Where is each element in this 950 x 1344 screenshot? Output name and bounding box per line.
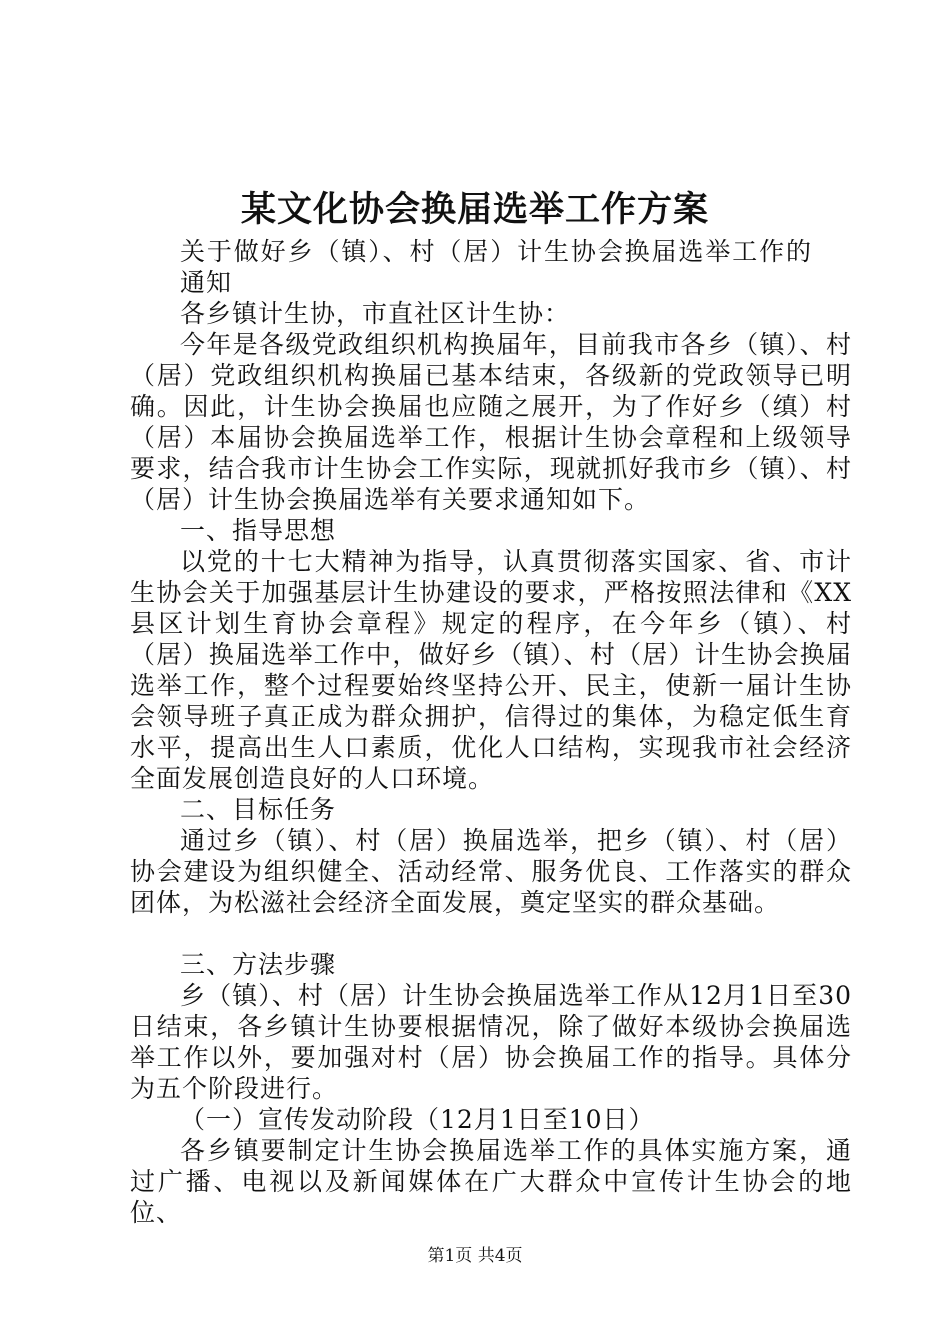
section-heading-methods: 三、方法步骤	[180, 950, 337, 979]
paragraph-goals: 通过乡（镇）、村（居）换届选举，把乡（镇）、村（居）协会建设为组织健全、活动经常、服务优良、工作落实的群众团体，为松滋社会经济全面发展，奠定坚实的群众基础。	[130, 826, 852, 917]
paragraph-intro: 今年是各级党政组织机构换届年，目前我市各乡（镇）、村（居）党政组织机构换届已基本结束，各级新的党政领导已明确。因此，计生协会换届也应随之展开，为了作好乡（缜）村（居）本届协会换届选举工作，根据计生协会章程和上级领导要求，结合我市计生协会工作实际，现就抓好我市乡（镇）、村（居）计生协会换届选举有关要求通知如下。	[130, 330, 852, 514]
page-title: 某文化协会换届选举工作方案	[240, 190, 709, 230]
paragraph-publicity: 各乡镇要制定计生协会换届选举工作的具体实施方案，通过广播、电视以及新闻媒体在广大群众中宣传计生协会的地位、	[130, 1136, 852, 1227]
notice-title: 关于做好乡（镇）、村（居）计生协会换届选举工作的通知	[180, 237, 812, 297]
section-heading-guiding-ideology: 一、指导思想	[180, 516, 337, 545]
paragraph-guiding-ideology: 以党的十七大精神为指导，认真贯彻落实国家、省、市计生协会关于加强基层计生协建设的要求，严格按照法律和《XX县区计划生育协会章程》规定的程序，在今年乡（镇）、村（居）换届选举工作中，做好乡（镇）、村（居）计生协会换届选举工作，整个过程要始终坚持公开、民主，使新一届计生协会领导班子真正成为群众拥护，信得过的集体，为稳定低生育水平，提高出生人口素质，优化人口结构，实现我市社会经济全面发展创造良好的人口环境。	[130, 547, 852, 793]
subsection-heading-publicity: （一）宣传发动阶段（12月1日至10日）	[180, 1105, 655, 1134]
section-heading-goals: 二、目标任务	[180, 795, 337, 824]
document-body	[130, 236, 852, 1228]
paragraph-methods: 乡（镇）、村（居）计生协会换届选举工作从12月1日至30日结束，各乡镇计生协要根据情况，除了做好本级协会换届选举工作以外，要加强对村（居）协会换届工作的指导。具体分为五个阶段进行。	[130, 981, 852, 1103]
page-footer: 第1页 共4页	[427, 1246, 523, 1266]
salutation: 各乡镇计生协，市直社区计生协：	[180, 299, 571, 328]
